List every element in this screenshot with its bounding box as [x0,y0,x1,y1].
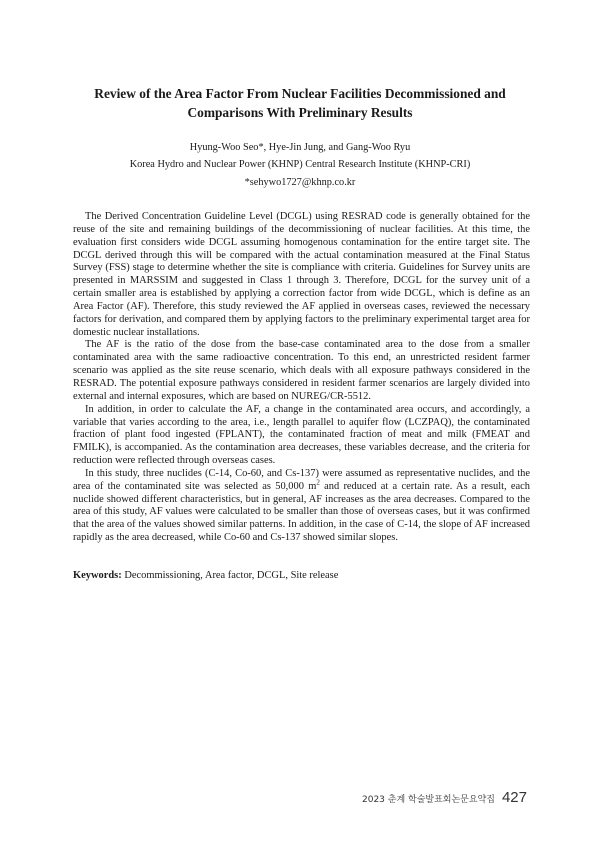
paragraph-4-part-1: In this study, three nuclides (C-14, Co-60, and Cs-137) were assumed as representative nuclides, and the area of the contaminated site was selected as 50,000 m [73,467,530,492]
journal-name: 2023 춘계 학술발표회논문요약집 [362,795,495,805]
page-footer [362,789,527,806]
title-line-1: Review of the Area Factor From Nuclear Facilities Decommissioned and [94,86,506,101]
keywords-label: Keywords: [73,570,122,581]
author-email: *sehywo1727@khnp.co.kr [244,177,356,188]
abstract-body [73,211,530,545]
title-line-2: Comparisons With Preliminary Results [187,105,413,120]
paper-title [60,84,540,122]
keywords-text: Decommissioning, Area factor, DCGL, Site release [124,570,339,581]
affiliation: Korea Hydro and Nuclear Power (KHNP) Central Research Institute (KHNP-CRI) [129,159,471,170]
abstract-paragraph-1: The Derived Concentration Guideline Level (DCGL) using RESRAD code is generally obtained for the reuse of the site and remaining buildings of the decommissioning of nuclear facilities. At this time, the evaluation first considers wide DCGL assuming homogenous contamination for the entire target site. The DCGL derived through this will be compared with the actual contamination measured at the Final Status Survey (FSS) stage to determine whether the site is compliance with criteria. Guidelines for Survey units are presented in MARSSIM and suggested in Class 1 through 3. Therefore, DCGL for the survey unit of a certain smaller area is established by applying a correction factor from wide DCGL, which is define as an Area Factor (AF). Therefore, this study reviewed the AF applied in overseas cases, reviewed the necessary factors for derivation, and compared them by applying factors to the preliminary experimental target area for domestic nuclear installations. [73,211,530,338]
abstract-paragraph-4 [73,468,530,545]
page-number: 427 [501,789,527,806]
author-list: Hyung-Woo Seo*, Hye-Jin Jung, and Gang-Woo Ryu [189,142,411,153]
keywords [73,569,530,582]
abstract-paragraph-3: In addition, in order to calculate the AF, a change in the contaminated area occurs, and accordingly, a variable that varies according to the area, i.e., length parallel to aquifer flow (LCZPAQ), the contaminated fraction of plant food ingested (FPLANT), the contaminated fraction of meat and milk (FMEAT and FMILK), is accompanied. As the contamination area decreases, these variables decrease, and the criteria for reduction were reflected through overseas cases. [73,403,530,467]
area-unit-superscript: 2 [316,478,320,487]
paragraph-4-part-2: and reduced at a certain rate. As a result, each nuclide showed different characteristics, but in general, AF increases as the area decreases. Compared to the area of this study, AF values were calculated to be smaller than those of overseas cases, but it was confirmed that the area of the values showed similar patterns. In addition, in the case of C-14, the slope of AF increased rapidly as the area decreased, while Co-60 and Cs-137 showed similar slopes. [73,480,531,544]
abstract-paragraph-2: The AF is the ratio of the dose from the base-case contaminated area to the dose from a smaller contaminated area with the same radioactive concentration. To this end, an unrestricted resident farmer scenario was applied as the site reuse scenario, which deals with all exposure pathways considered in the RESRAD. The potential exposure pathways considered in resident farmer scenarios are largely divided into external and internal exposures, which are based on NUREG/CR-5512. [73,339,530,402]
